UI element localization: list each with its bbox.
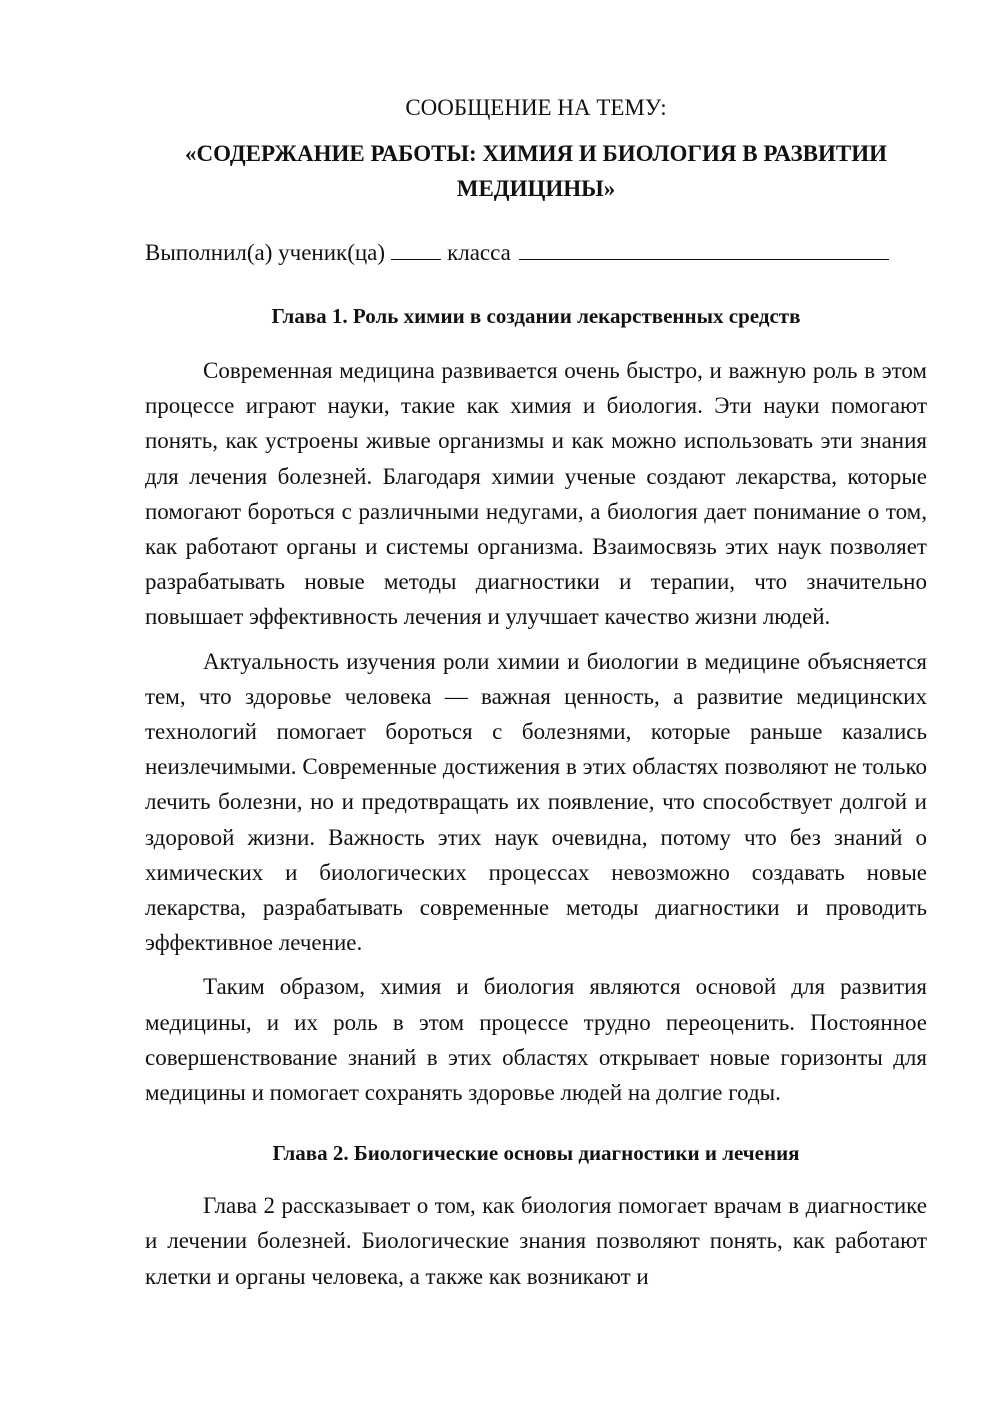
chapter-1-paragraph: Актуальность изучения роли химии и биологии в медицине объясняется тем, что здоровье человека — важная ценность, а развитие медицинских технологий помогает бороться с болезнями, которые раньше казались неизлечимыми. Современные достижения в этих областях позволяют не только лечить болезни, но и предотвращать их появление, что способствует долгой и здоровой жизни. Важность этих наук очевидна, потому что без знаний о химических и биологических процессах невозможно создавать новые лекарства, разрабатывать современные методы диагностики и проводить эффективное лечение.	[145, 648, 927, 956]
document-subject-label: СООБЩЕНИЕ НА ТЕМУ:	[405, 95, 667, 120]
chapter-1-title: Глава 1. Роль химии в создании лекарственных средств	[271, 304, 801, 328]
class-label: класса	[447, 240, 511, 265]
chapter-1-paragraph: Современная медицина развивается очень быстро, и важную роль в этом процессе играют науки, такие как химия и биология. Эти науки помогают понять, как устроены живые организмы и как можно использовать эти знания для лечения болезней. Благодаря химии ученые создают лекарства, которые помогают бороться с различными недугами, а биология дает понимание о том, как работают органы и системы организма. Взаимосвязь этих наук позволяет разрабатывать новые методы диагностики и терапии, что значительно повышает эффективность лечения и улучшает качество жизни людей.	[145, 358, 927, 630]
author-line	[145, 237, 927, 269]
class-number-blank	[391, 239, 441, 260]
document-title: «СОДЕРЖАНИЕ РАБОТЫ: ХИМИЯ И БИОЛОГИЯ В РАЗВИТИИ МЕДИЦИНЫ»	[184, 141, 888, 201]
student-name-blank	[519, 239, 889, 260]
chapter-1-paragraph: Таким образом, химия и биология являются основой для развития медицины, и их роль в этом процессе трудно переоценить. Постоянное совершенствование знаний в этих областях открывает новые горизонты для медицины и помогает сохранять здоровье людей на долгие годы.	[145, 974, 927, 1106]
chapter-2-title: Глава 2. Биологические основы диагностики и лечения	[272, 1141, 800, 1166]
author-prefix: Выполнил(а) ученик(ца)	[145, 240, 386, 265]
document-header	[145, 92, 927, 206]
chapter-2-paragraph: Глава 2 рассказывает о том, как биология помогает врачам в диагностике и лечении болезней. Биологические знания позволяют понять, как работают клетки и органы человека, а также как возникают и	[145, 1193, 927, 1289]
